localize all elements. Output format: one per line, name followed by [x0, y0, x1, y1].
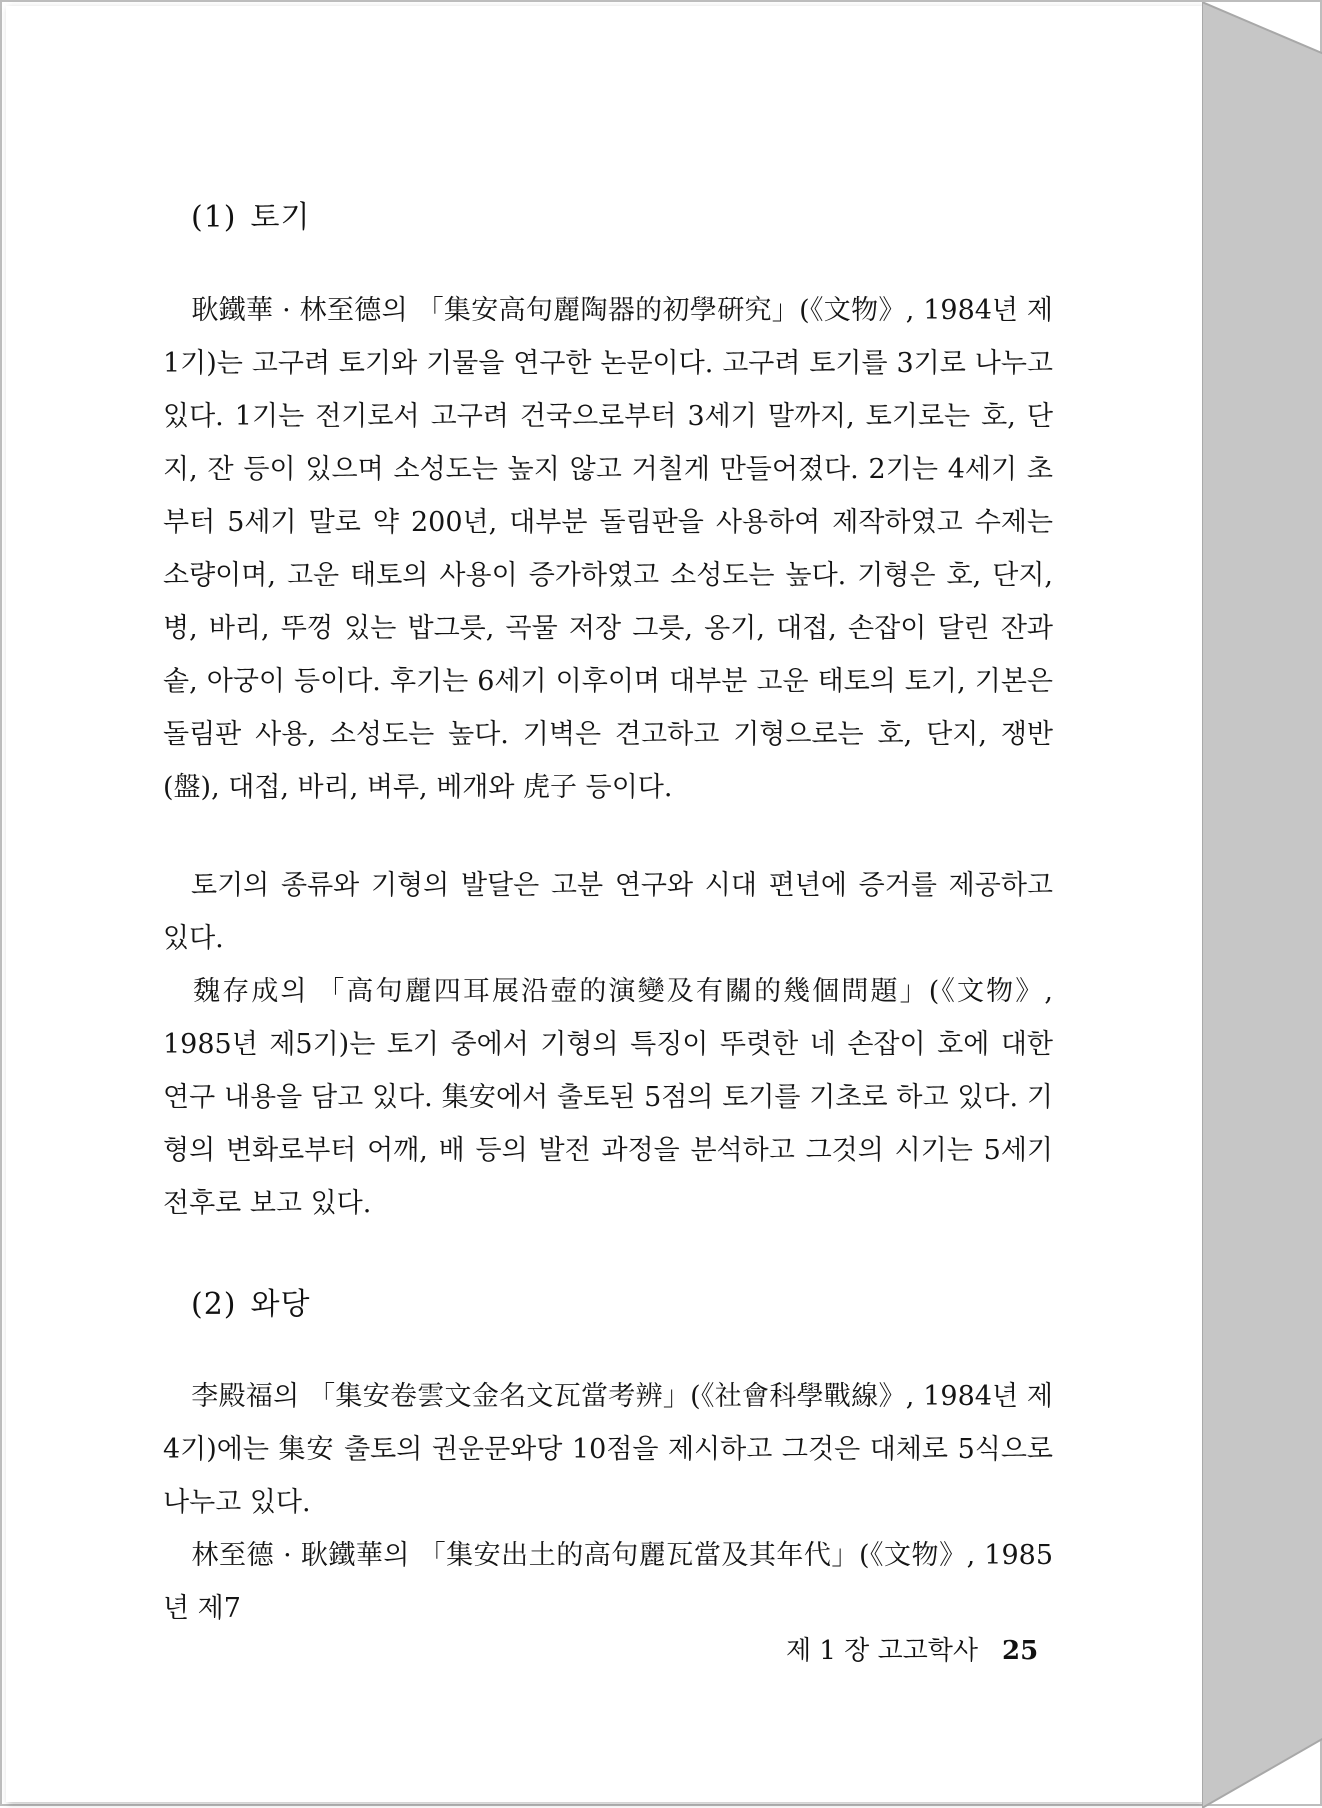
section-heading-pottery — [191, 192, 310, 236]
paragraph-text: 林至德 · 耿鐵華의 「集安出土的高句麗瓦當及其年代」(《文物》, 1985년 제7 — [163, 1540, 1053, 1624]
page-footer — [786, 1630, 1038, 1667]
chapter-label: 제 1 장 고고학사 — [786, 1636, 979, 1666]
book-spine-edge — [1202, 2, 1322, 1808]
paragraph-text: 耿鐵華 · 林至德의 「集安高句麗陶器的初學硏究」(《文物》, 1984년 제1기)는 고구려 토기와 기물을 연구한 논문이다. 고구려 토기를 3기로 나누고 있다. 1기는 전기로서 고구려 건국으로부터 3세기 말까지, 토기로는 호, 단지, 잔 등이 있으며 소성도는 높지 않고 거칠게 만들어졌다. 2기는 4세기 초부터 5세기 말로 약 200년, 대부분 돌림판을 사용하여 제작하였고 수제는 소량이며, 고운 태토의 사용이 증가하였고 소성도는 높다. 기형은 호, 단지, 병, 바리, 뚜껑 있는 밥그릇, 곡물 저장 그릇, 옹기, 대접, 손잡이 달린 잔과 솥, 아궁이 등이다. 후기는 6세기 이후이며 대부분 고운 태토의 토기, 기본은 돌림판 사용, 소성도는 높다. 기벽은 견고하고 기형으로는 호, 단지, 쟁반(盤), 대접, 바리, 벼루, 베개와 虎子 등이다. — [163, 295, 1053, 803]
paragraph-text: 魏存成의 「高句麗四耳展沿壺的演變及有關的幾個問題」(《文物》, 1985년 제5기)는 토기 중에서 기형의 특징이 뚜렷한 네 손잡이 호에 대한 연구 내용을 담고 있다. 集安에서 출토된 5점의 토기를 기초로 하고 있다. 기형의 변화로부터 어깨, 배 등의 발전 과정을 분석하고 그것의 시기는 5세기 전후로 보고 있다. — [163, 976, 1053, 1219]
page-number: 25 — [1002, 1636, 1039, 1666]
section-title: 토기 — [250, 200, 311, 235]
paragraph — [163, 965, 1053, 1230]
paragraph — [163, 284, 1053, 814]
paragraph-text: 李殿福의 「集安卷雲文金名文瓦當考辨」(《社會科學戰線》, 1984년 제4기)에는 集安 출토의 권운문와당 10점을 제시하고 그것은 대체로 5식으로 나누고 있다. — [163, 1381, 1053, 1518]
section-heading-roof-tiles — [191, 1279, 310, 1323]
section-number: (1) — [191, 200, 237, 235]
paragraph — [163, 1529, 1053, 1635]
paragraph-text: 토기의 종류와 기형의 발달은 고분 연구와 시대 편년에 증거를 제공하고 있다. — [163, 870, 1053, 954]
paragraph — [163, 1370, 1053, 1529]
section-title: 와당 — [250, 1287, 311, 1322]
paragraph — [163, 859, 1053, 965]
book-page — [6, 6, 1202, 1802]
section-number: (2) — [191, 1287, 237, 1322]
